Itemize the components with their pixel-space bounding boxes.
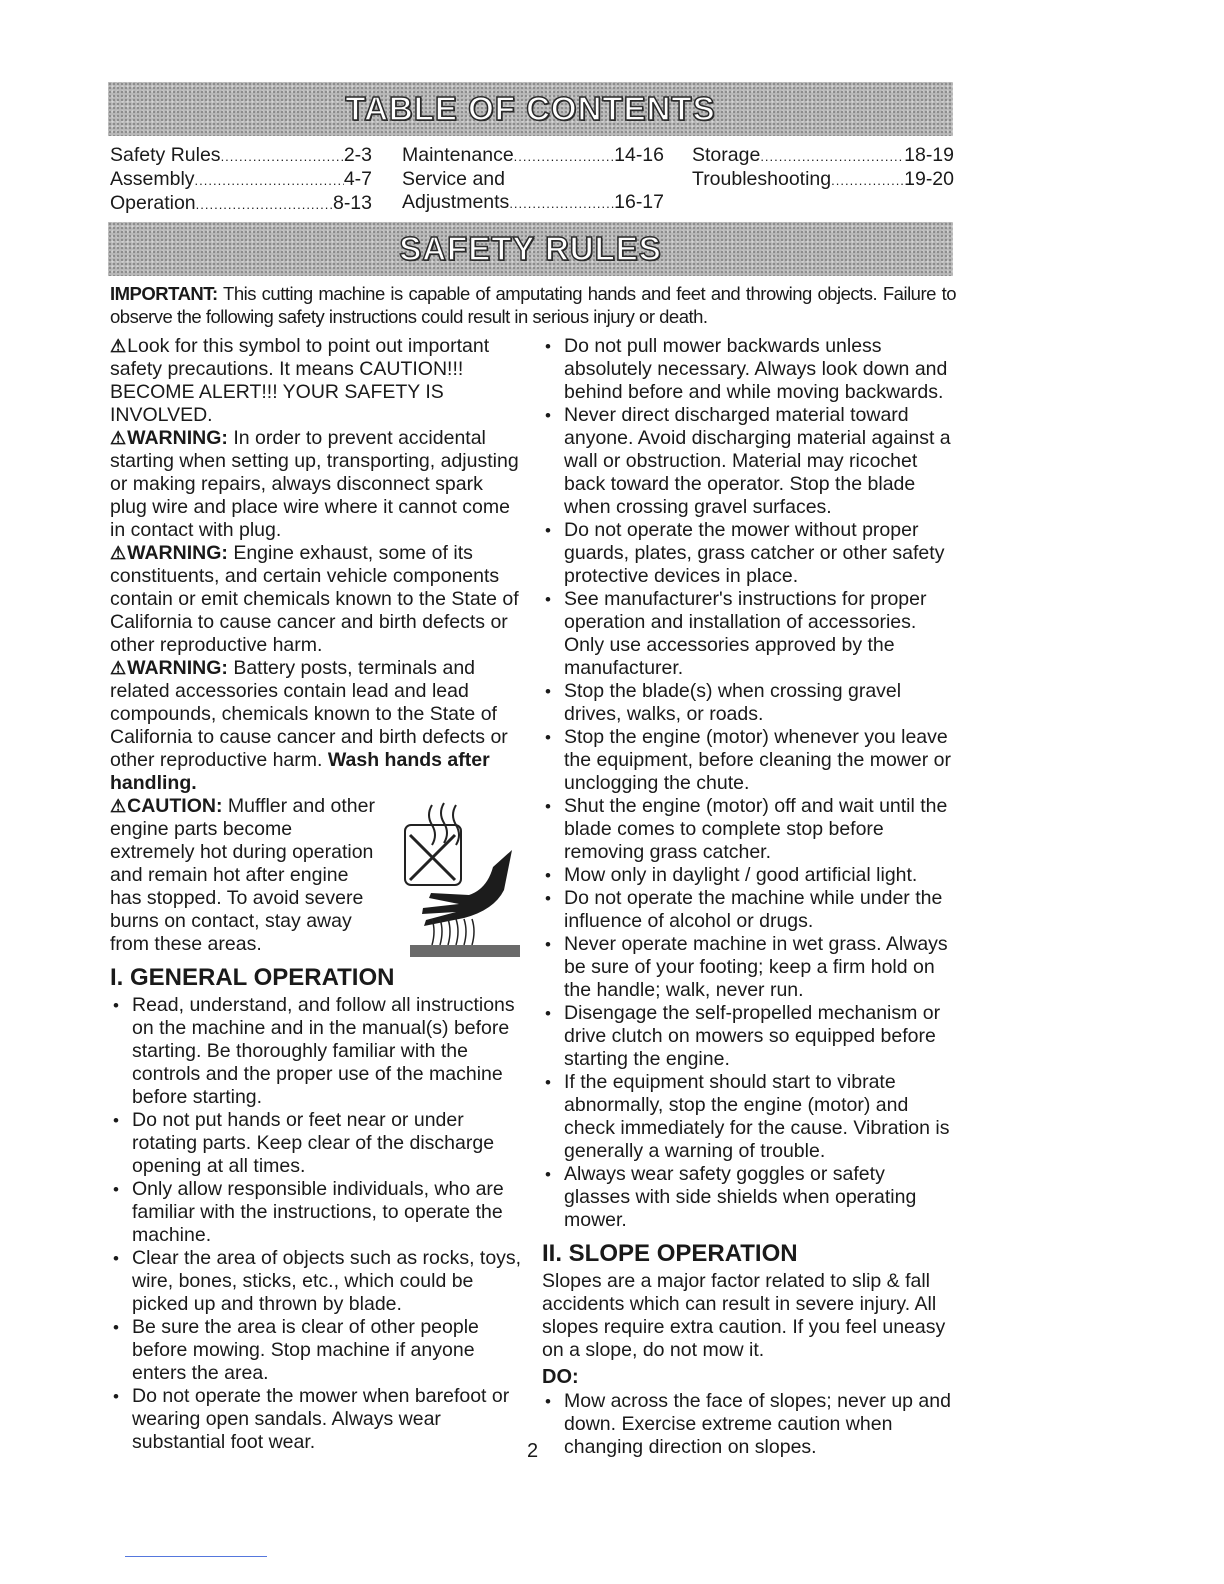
list-item: • Only allow responsible individuals, who are familiar with the instructions, to operate the machine. (110, 1178, 522, 1247)
warning-triangle-icon: ⚠ (110, 796, 127, 816)
slope-do-list (542, 1390, 956, 1459)
toc-entry-label: Service and (402, 168, 505, 190)
toc-entry-label: Storage (692, 144, 761, 166)
list-item: • Shut the engine (motor) off and wait until the blade comes to complete stop before removing grass catcher. (542, 795, 956, 864)
list-item: • Do not operate the mower when barefoot or wearing open sandals. Always wear substantial foot wear. (110, 1385, 522, 1454)
toc-column-1 (110, 144, 372, 216)
toc-entry[interactable] (692, 144, 954, 168)
important-text: This cutting machine is capable of amputating hands and feet and throwing objects. Failure to observe the following safety instructions could result in serious injury or death. (110, 283, 957, 327)
caution-label: CAUTION: (127, 795, 223, 817)
toc-entry-label: Maintenance (402, 144, 514, 166)
toc-entry[interactable] (110, 144, 372, 168)
page-number: 2 (527, 1440, 539, 1462)
general-operation-heading: I. GENERAL OPERATION (110, 964, 395, 991)
list-item: • If the equipment should start to vibrate abnormally, stop the engine (motor) and check immediately for the cause. Vibration is generally a warning of trouble. (542, 1071, 956, 1163)
list-item: • Do not pull mower backwards unless absolutely necessary. Always look down and behind before and while moving backwards. (542, 335, 956, 404)
toc-column-2 (402, 144, 664, 215)
left-column (110, 335, 522, 1454)
footer-divider (125, 1556, 267, 1557)
toc-entry[interactable] (402, 144, 664, 168)
toc-entry[interactable] (110, 192, 372, 216)
warning-triangle-icon: ⚠ (110, 336, 127, 356)
do-heading: DO: (542, 1366, 579, 1388)
warning-text: Battery posts, terminals and related accessories contain lead and lead compounds, chemicals known to the State of California to cause cancer and birth defects or other reproductive harm. (110, 657, 508, 771)
symbol-note-text: Look for this symbol to point out important safety precautions. It means CAUTION!!! BECOME ALERT!!! YOUR SAFETY IS INVOLVED. (110, 335, 490, 426)
list-item: • Always wear safety goggles or safety glasses with side shields when operating mower. (542, 1163, 956, 1232)
warning-label: WARNING: (127, 657, 228, 679)
toc-entry-label: Operation (110, 192, 196, 214)
toc-entry[interactable] (402, 191, 664, 215)
caution-text: Muffler and other engine parts become extremely hot during operation and remain hot after engine has stopped. To avoid severe burns on contact, stay away from these areas. (110, 795, 375, 955)
toc-entry-label: Troubleshooting (692, 168, 832, 190)
symbol-note (110, 335, 522, 427)
safety-rules-banner (108, 222, 953, 276)
important-label: IMPORTANT: (110, 283, 218, 304)
list-item: • Read, understand, and follow all instructions on the machine and in the manual(s) before starting. Be thoroughly familiar with the controls and the proper use of the machine before starting. (110, 994, 522, 1109)
list-item: • Stop the engine (motor) whenever you leave the equipment, before cleaning the mower or unclogging the chute. (542, 726, 956, 795)
warning-battery (110, 657, 522, 795)
toc-entry-pages: 2-3 (343, 144, 372, 166)
toc-entry[interactable] (692, 168, 954, 192)
toc-entry[interactable] (110, 168, 372, 192)
warning-exhaust (110, 542, 522, 657)
safety-rules-list (542, 335, 956, 1232)
list-item: • Mow only in daylight / good artificial light. (542, 864, 956, 887)
list-item: • See manufacturer's instructions for proper operation and installation of accessories. Only use accessories approved by the manufacturer. (542, 588, 956, 680)
list-item: • Mow across the face of slopes; never up and down. Exercise extreme caution when changing direction on slopes. (542, 1390, 956, 1459)
important-notice (110, 282, 956, 328)
caution-paragraph (110, 795, 375, 956)
wash-hands-text: Wash hands after handling. (110, 749, 490, 794)
toc-entry-pages: 4-7 (343, 168, 372, 190)
warning-triangle-icon: ⚠ (110, 658, 127, 678)
caution-hot-parts (110, 795, 522, 956)
safety-rules-title: SAFETY RULES (399, 230, 662, 267)
hot-surface-hand-icon (372, 795, 522, 960)
toc-entry-label: Adjustments (402, 191, 510, 213)
list-item: • Be sure the area is clear of other people before mowing. Stop machine if anyone enters the area. (110, 1316, 522, 1385)
toc-entry-pages: 18-19 (904, 144, 954, 166)
slope-intro: Slopes are a major factor related to slip & fall accidents which can result in severe injury. All slopes require extra caution. If you feel uneasy on a slope, do not mow it. (542, 1270, 946, 1361)
list-item: • Do not operate the mower without proper guards, plates, grass catcher or other safety protective devices in place. (542, 519, 956, 588)
toc-entry-pages: 8-13 (332, 192, 372, 214)
right-column (542, 335, 956, 1459)
toc-entry-label: Assembly (110, 168, 195, 190)
warning-label: WARNING: (127, 427, 228, 449)
toc-entry-label: Safety Rules (110, 144, 221, 166)
list-item: • Never operate machine in wet grass. Always be sure of your footing; keep a firm hold on the handle; walk, never run. (542, 933, 956, 1002)
warning-text: In order to prevent accidental starting when setting up, transporting, adjusting or making repairs, always disconnect spark plug wire and place wire where it cannot come in contact with plug. (110, 427, 519, 541)
list-item: • Clear the area of objects such as rocks, toys, wire, bones, sticks, etc., which could be picked up and thrown by blade. (110, 1247, 522, 1316)
toc-entry-pages: 16-17 (614, 191, 664, 213)
toc-banner (108, 82, 953, 136)
slope-operation-heading: II. SLOPE OPERATION (542, 1240, 798, 1267)
warning-spark-plug (110, 427, 522, 542)
list-item: • Stop the blade(s) when crossing gravel drives, walks, or roads. (542, 680, 956, 726)
warning-triangle-icon: ⚠ (110, 543, 127, 563)
warning-text: Engine exhaust, some of its constituents, and certain vehicle components contain or emit chemicals known to the State of California to cause cancer and birth defects or other reproductive harm. (110, 542, 519, 656)
general-operation-list (110, 994, 522, 1454)
warning-label: WARNING: (127, 542, 228, 564)
toc-entry-pages: 19-20 (904, 168, 954, 190)
toc-entry-pages: 14-16 (614, 144, 664, 166)
toc-title: TABLE OF CONTENTS (345, 90, 716, 127)
list-item: • Never direct discharged material toward anyone. Avoid discharging material against a wall or obstruction. Material may ricochet back toward the operator. Stop the blade when crossing gravel surfaces. (542, 404, 956, 519)
warning-triangle-icon: ⚠ (110, 428, 127, 448)
list-item: • Disengage the self-propelled mechanism or drive clutch on mowers so equipped before starting the engine. (542, 1002, 956, 1071)
toc-entry (402, 168, 664, 191)
list-item: • Do not put hands or feet near or under rotating parts. Keep clear of the discharge opening at all times. (110, 1109, 522, 1178)
list-item: • Do not operate the machine while under the influence of alcohol or drugs. (542, 887, 956, 933)
toc-column-3 (692, 144, 954, 192)
